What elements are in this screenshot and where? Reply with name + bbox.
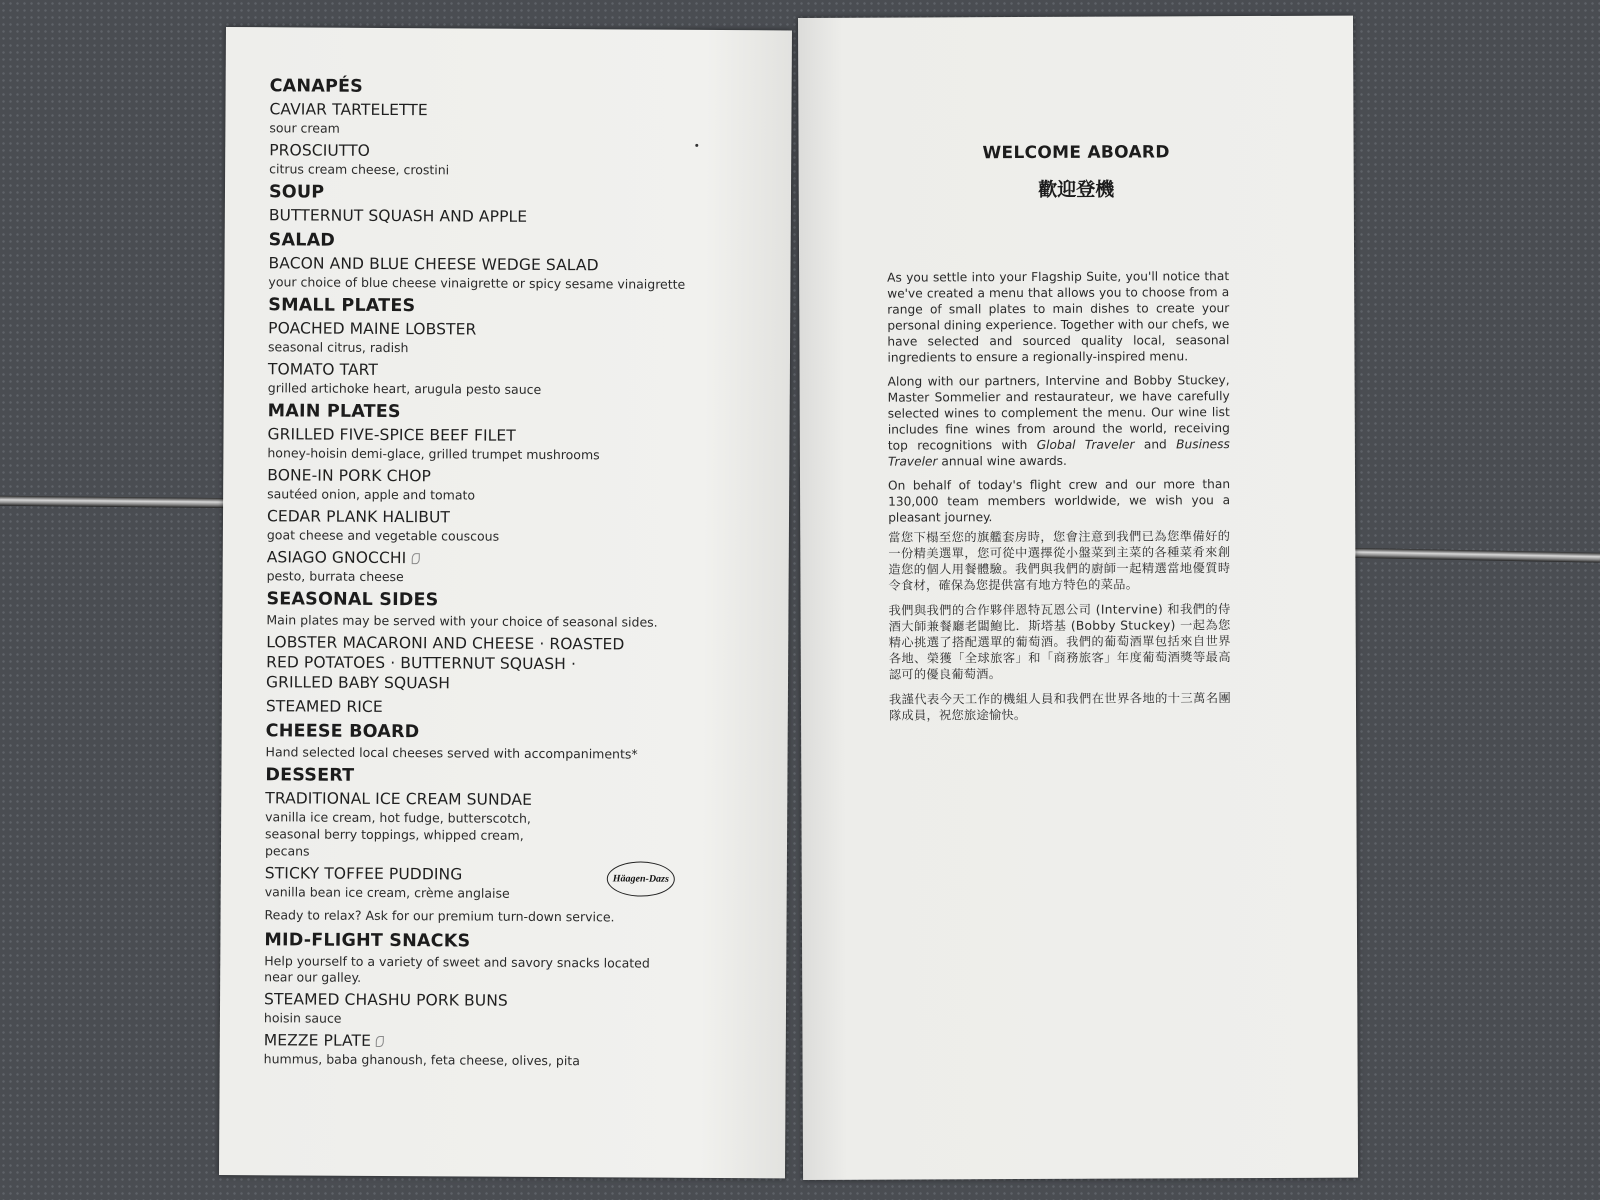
item-name: MEZZE PLATE	[263, 1031, 372, 1050]
welcome-letter-en	[887, 268, 1230, 533]
haagen-dazs-logo: Häagen-Dazs	[607, 861, 675, 896]
section-title: SOUP	[268, 182, 325, 203]
section-title: CANAPÉS	[269, 76, 364, 97]
item-desc: goat cheese and vegetable couscous	[266, 527, 500, 544]
menu-item	[266, 696, 686, 719]
menu-item	[264, 1030, 684, 1070]
welcome-title: WELCOME ABOARD	[982, 142, 1170, 164]
item-desc: hoisin sauce	[263, 1010, 342, 1026]
item-name: BONE-IN PORK CHOP	[267, 466, 432, 486]
item-name: POACHED MAINE LOBSTER	[268, 319, 477, 339]
item-desc: vanilla bean ice cream, crème anglaise	[264, 884, 510, 901]
letter-paragraph-zh: 我謹代表今天工作的機組人員和我們在世界各地的十三萬名團隊成員，祝您旅途愉快。	[888, 691, 1232, 723]
item-desc: pesto, burrata cheese	[266, 568, 404, 585]
menu-item	[269, 99, 689, 139]
section-cheese-board	[266, 720, 686, 763]
section-main-plates	[267, 400, 688, 587]
item-desc: vanilla ice cream, hot fudge, butterscotch, seasonal berry toppings, whipped cream, pecans	[264, 809, 531, 859]
menu-item	[265, 788, 685, 862]
item-desc: sautéed onion, apple and tomato	[267, 486, 476, 503]
item-desc: seasonal citrus, radish	[268, 339, 409, 356]
letter-paragraph	[888, 372, 1230, 469]
item-desc: your choice of blue cheese vinaigrette or spicy sesame vinaigrette	[268, 274, 686, 292]
award-name: Business Traveler	[887, 437, 1230, 469]
item-name: BACON AND BLUE CHEESE WEDGE SALAD	[268, 254, 599, 275]
item-desc: hummus, baba ghanoush, feta cheese, olives, pita	[263, 1051, 580, 1069]
menu-item	[266, 632, 686, 695]
vegetarian-leaf-icon	[376, 1036, 384, 1047]
section-small-plates	[268, 294, 689, 399]
item-name: ASIAGO GNOCCHI	[266, 548, 407, 568]
award-name: Global Traveler	[1036, 437, 1135, 452]
section-title: CHEESE BOARD	[265, 721, 420, 743]
menu-item	[267, 506, 687, 546]
item-name: STEAMED CHASHU PORK BUNS	[264, 990, 508, 1010]
letter-paragraph: As you settle into your Flagship Suite, you'll notice that we've created a menu that allows you to choose from a range of small plates to main dishes to create your personal dining experience. Together with our chefs, we have selected and sourced quality local, seasonal ingredients to ensure a regionally-inspired menu.	[887, 269, 1230, 365]
menu-item	[267, 547, 687, 587]
section-soup	[269, 181, 689, 228]
seat-rail-right	[1320, 547, 1600, 562]
item-name-row	[264, 1030, 684, 1053]
item-desc: citrus cream cheese, crostini	[269, 161, 450, 178]
letter-text: Along with our partners, Intervine and Bobby Stuckey, Master Sommelier and restaurateur, we have carefully selected wines to complement the menu. Our wine list includes fine wines from around the world, receiving top recognitions with	[887, 373, 1230, 453]
item-name: GRILLED FIVE-SPICE BEEF FILET	[267, 425, 516, 445]
vegetarian-leaf-icon	[411, 553, 419, 564]
menu-item	[269, 140, 689, 180]
section-mid-flight-snacks	[264, 929, 685, 1070]
letter-paragraph-zh: 當您下榻至您的旗艦套房時，您會注意到我們已為您準備好的一份精美選單，您可從中選擇從小盤菜到主菜的各種菜肴來創造您的個人用餐體驗。我們與我們的廚師一起精選當地優質時令食材，確保為您提供富有地方特色的菜品。	[888, 529, 1231, 593]
welcome-heading	[799, 142, 1354, 203]
letter-text: and	[1143, 437, 1167, 452]
welcome-letter-zh	[888, 528, 1231, 732]
menu-page-left	[219, 27, 792, 1178]
item-name: CEDAR PLANK HALIBUT	[266, 507, 451, 527]
section-title: DESSERT	[265, 765, 355, 786]
section-title: MAIN PLATES	[267, 401, 401, 423]
menu-list	[264, 75, 690, 1074]
section-note: Hand selected local cheeses served with accompaniments*	[265, 744, 638, 762]
seat-rail-left	[0, 496, 240, 509]
section-canapes	[269, 75, 690, 180]
section-title: SEASONAL SIDES	[266, 589, 439, 611]
welcome-title-zh: 歡迎登機	[1038, 178, 1115, 201]
item-desc: sour cream	[269, 120, 340, 136]
item-desc: honey-hoisin demi-glace, grilled trumpet mushrooms	[267, 445, 600, 463]
item-name: BUTTERNUT SQUASH AND APPLE	[268, 206, 528, 226]
section-title: SALAD	[268, 230, 336, 251]
item-name: STEAMED RICE	[265, 697, 383, 716]
letter-text: annual wine awards.	[941, 453, 1067, 469]
letter-paragraph-zh: 我們與我們的合作夥伴恩特瓦恩公司 (Intervine) 和我們的侍酒大師兼餐廳老闆鮑比．斯塔基 (Bobby Stuckey) 一起為您精心挑選了搭配選單的葡萄酒。我們的葡萄酒單包括來自世界各地、榮獲「全球旅客」和「商務旅客」年度葡萄酒獎等最高認可的優良葡萄酒。	[888, 602, 1231, 682]
section-seasonal-sides	[266, 588, 687, 719]
section-salad	[268, 229, 688, 293]
menu-item	[268, 318, 688, 358]
menu-item	[269, 205, 689, 228]
item-desc: grilled artichoke heart, arugula pesto sauce	[267, 380, 542, 397]
menu-item	[267, 424, 687, 464]
menu-item	[268, 359, 688, 399]
section-note: Main plates may be served with your choice of seasonal sides.	[266, 612, 658, 630]
welcome-page-right	[798, 16, 1358, 1180]
item-name: PROSCIUTTO	[269, 141, 371, 160]
section-title: SMALL PLATES	[268, 295, 416, 317]
section-title: MID-FLIGHT SNACKS	[264, 930, 471, 952]
item-name: LOBSTER MACARONI AND CHEESE · ROASTED RED POTATOES · BUTTERNUT SQUASH · GRILLED BABY SQUASH	[265, 633, 625, 693]
item-name: STICKY TOFFEE PUDDING	[264, 864, 463, 884]
menu-item	[264, 989, 684, 1029]
menu-item	[267, 465, 687, 505]
section-note: Help yourself to a variety of sweet and savory snacks located near our galley.	[264, 953, 650, 985]
letter-paragraph: On behalf of today's flight crew and our more than 130,000 team members worldwide, we wish you a pleasant journey.	[888, 477, 1231, 525]
item-name: CAVIAR TARTELETTE	[269, 100, 428, 120]
paper-fleck	[695, 144, 698, 147]
item-name: TRADITIONAL ICE CREAM SUNDAE	[265, 789, 533, 809]
section-dessert	[265, 764, 686, 926]
item-name-row	[267, 547, 687, 570]
menu-item	[268, 253, 688, 293]
turn-down-note: Ready to relax? Ask for our premium turn-down service.	[264, 907, 615, 925]
item-name: TOMATO TART	[267, 360, 379, 379]
